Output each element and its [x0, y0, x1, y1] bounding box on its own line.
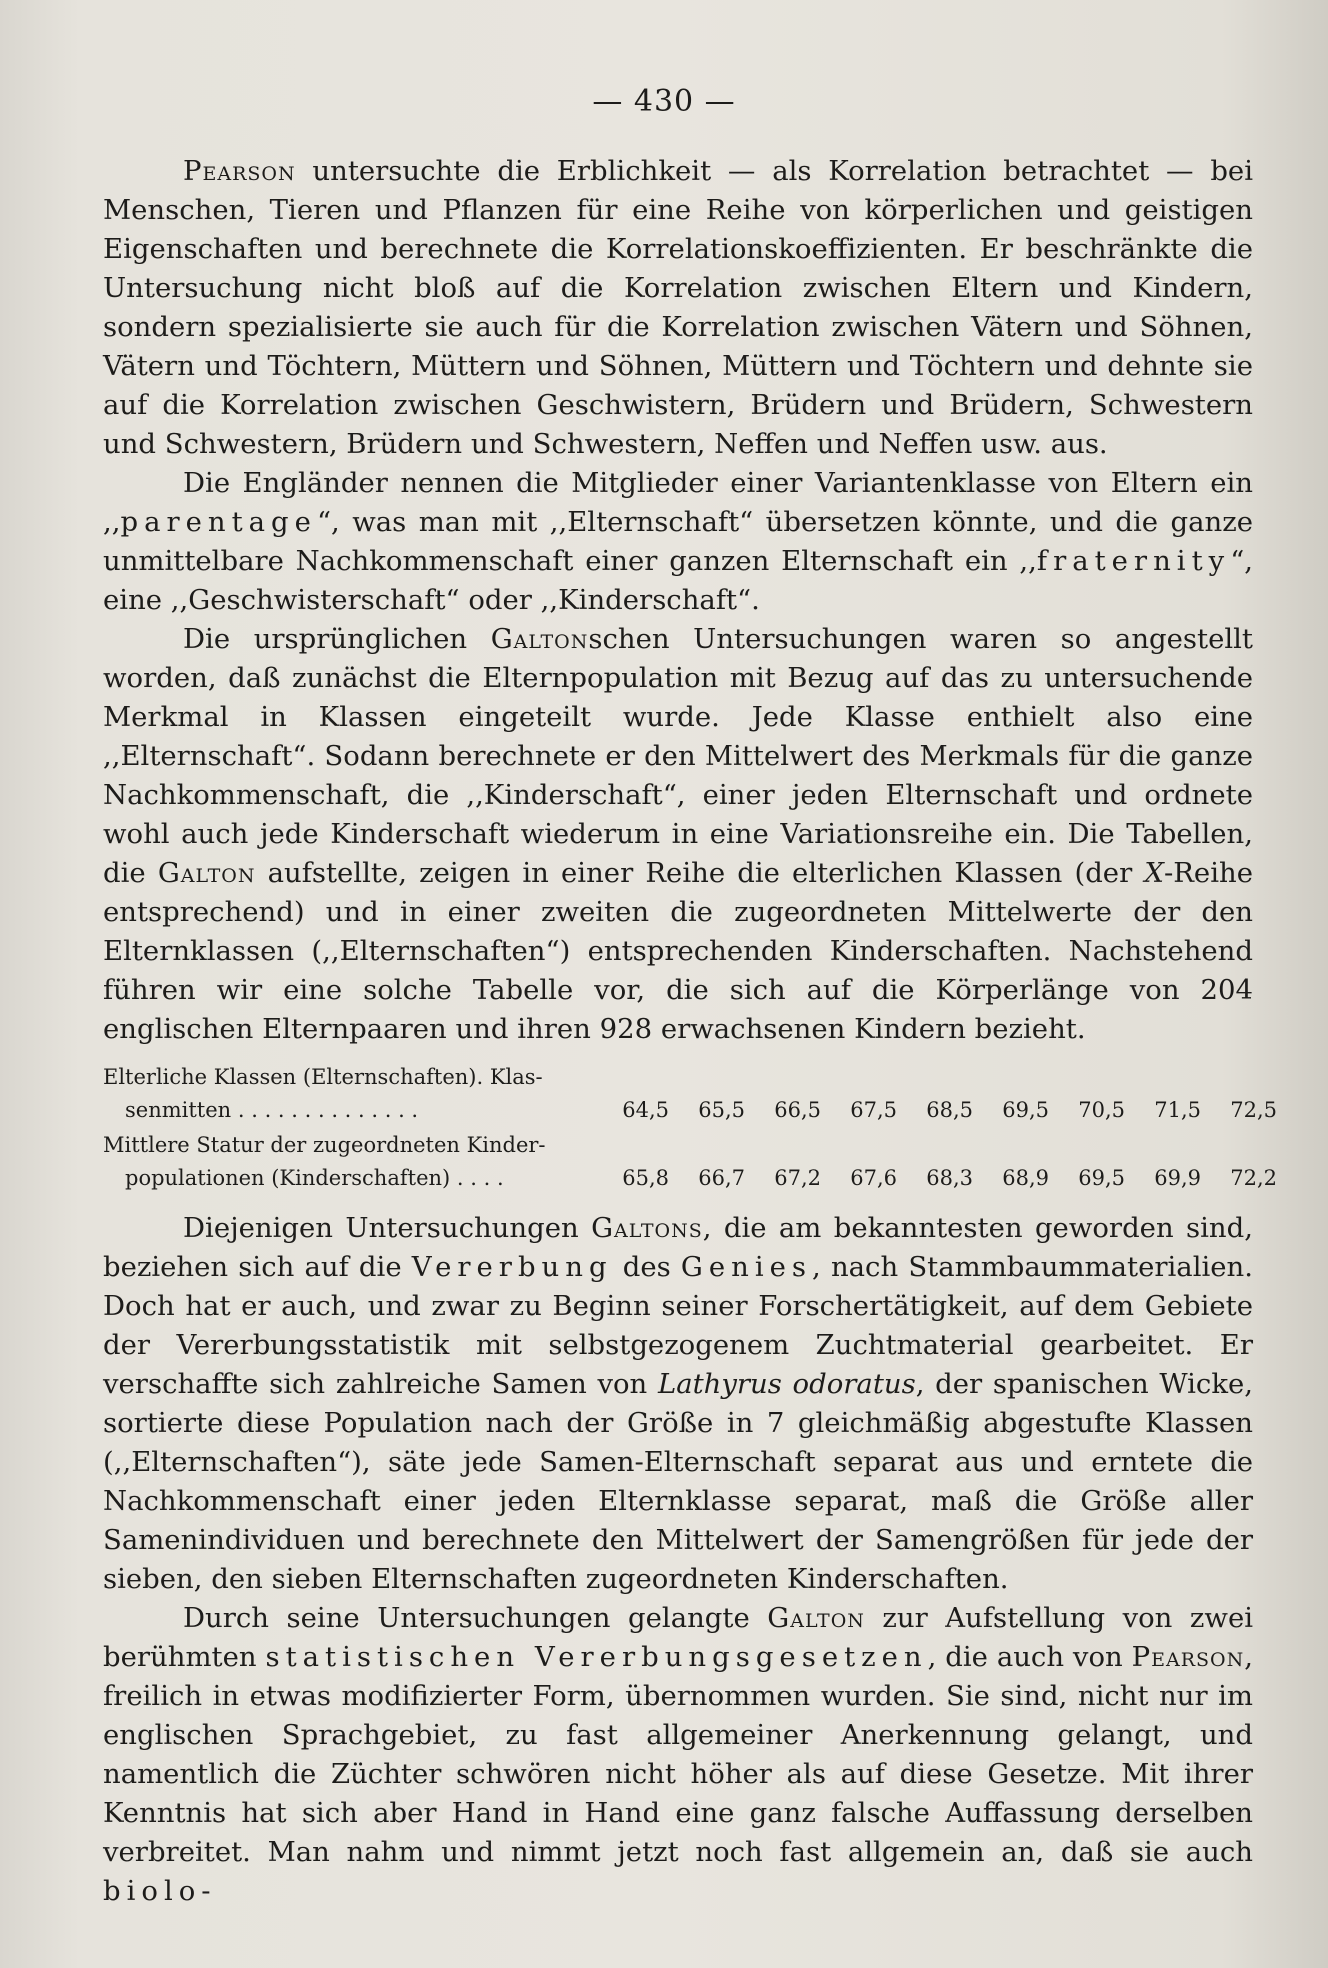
- row-label-line: senmitten . . . . . . . . . . . . . .: [125, 1098, 419, 1122]
- data-table: [103, 1061, 1277, 1195]
- table-cell: 67,6: [850, 1166, 897, 1190]
- text: , freilich in etwas modifizierter Form, übernommen wurden. Sie sind, nicht nur im englischen Sprachgebiet, zu fast allgemeiner Anerkennung gelangt, und namentlich die Züchter schwören nicht höher als auf diese Gesetze. Mit ihrer Kenntnis hat sich aber Hand in Hand eine ganz falsche Auffassung derselben verbreitet. Man nahm und nimmt jetzt noch fast allgemein an, daß sie auch: [103, 1641, 1253, 1868]
- table-cell: 66,5: [774, 1098, 821, 1122]
- table-cell: 69,5: [1078, 1166, 1125, 1190]
- row-label-line: Mittlere Statur der zugeordneten Kinder-: [103, 1133, 546, 1157]
- text: Diejenigen Untersuchungen: [183, 1212, 592, 1244]
- text: Die Engländer nennen die Mitglieder einer Variantenklasse von Eltern ein ,,: [103, 467, 1253, 538]
- spaced-term: Genies: [680, 1251, 813, 1283]
- table-cell: 72,2: [1230, 1166, 1277, 1190]
- table-cell: 71,5: [1154, 1098, 1201, 1122]
- text: , nach Stammbaummaterialien. Doch hat er auch, und zwar zu Beginn seiner Forschertätigkeit, auf dem Gebiete der Vererbungsstatistik mit selbstgezogenem Zuchtmaterial gearbeitet. Er verschaffte sich zahlreiche Samen von: [103, 1251, 1254, 1400]
- author-name: Pearson: [1131, 1641, 1245, 1673]
- paragraph-5: [103, 1599, 1253, 1911]
- table-cell: 66,7: [698, 1166, 745, 1190]
- text: des: [612, 1251, 681, 1283]
- text: untersuchte die Erblichkeit — als Korrelation betrachtet — bei Menschen, Tieren und Pflanzen für eine Reihe von körperlichen und geistigen Eigenschaften und berechnete die Korrelationskoeffizienten. Er beschränkte die Untersuchung nicht bloß auf die Korrelation zwischen Eltern und Kindern, sondern spezialisierte sie auch für die Korrelation zwischen Vätern und Söhnen, Vätern und Töchtern, Müttern und Söhnen, Müttern und Töchtern und dehnte sie auf die Korrelation zwischen Geschwistern, Brüdern und Brüdern, Schwestern und Schwestern, Brüdern und Schwestern, Neffen und Neffen usw. aus.: [103, 155, 1253, 460]
- variable: X: [1144, 857, 1164, 889]
- table-cell: 68,5: [926, 1098, 973, 1122]
- row-label: [103, 1061, 593, 1127]
- text: aufstellte, zeigen in einer Reihe die elterlichen Klassen (der: [255, 857, 1145, 889]
- table-cell: 69,9: [1154, 1166, 1201, 1190]
- text: , die auch von: [927, 1641, 1132, 1673]
- page-number: — 430 —: [592, 84, 736, 119]
- spaced-term: Vererbung: [411, 1251, 613, 1283]
- author-name: Pearson: [183, 155, 296, 187]
- spaced-term: statistischen Vererbungsgesetzen: [265, 1641, 928, 1673]
- table-cell: 64,5: [622, 1098, 669, 1122]
- author-name: Galton: [157, 857, 256, 889]
- table-cell: 68,3: [926, 1166, 973, 1190]
- table-cell: 67,2: [774, 1166, 821, 1190]
- body-text: [103, 152, 1277, 1911]
- table-row-child-means: [103, 1129, 1277, 1195]
- text: “, eine ,,Geschwisterschaft“ oder ,,Kinderschaft“.: [103, 545, 1253, 616]
- text: Durch seine Untersuchungen gelangte: [183, 1602, 768, 1634]
- text: Die ursprünglichen: [183, 623, 491, 655]
- species-name: Lathyrus odoratus: [657, 1368, 916, 1400]
- paragraph-3: [103, 620, 1253, 1049]
- author-name: Galtons: [591, 1212, 703, 1244]
- table-cell: 70,5: [1078, 1098, 1125, 1122]
- author-name: Galton: [490, 623, 589, 655]
- text: schen Untersuchungen waren so angestellt worden, daß zunächst die Elternpopulation mit Bezug auf das zu untersuchende Merkmal in Klassen eingeteilt wurde. Jede Klasse enthielt also eine ,,Elternschaft“. Sodann berechnete er den Mittelwert des Merkmals für die ganze Nachkommenschaft, die ,,Kinderschaft“, einer jeden Elternschaft und ordnete wohl auch jede Kinderschaft wiederum in eine Variationsreihe ein. Die Tabellen, die: [103, 623, 1253, 889]
- row-values: [593, 1061, 1277, 1127]
- text: -Reihe entsprechend) und in einer zweiten die zugeordneten Mittelwerte der den Elternklassen (,,Elternschaften“) entsprechenden Kinderschaften. Nachstehend führen wir eine solche Tabelle vor, die sich auf die Körperlänge von 204 englischen Elternpaaren und ihren 928 erwachsenen Kindern bezieht.: [103, 857, 1253, 1045]
- paragraph-2: [103, 464, 1253, 620]
- paragraph-4: [103, 1209, 1253, 1599]
- row-label: [103, 1129, 593, 1195]
- spaced-term: fraternity: [1036, 545, 1231, 577]
- text: , die am bekanntesten geworden sind, beziehen sich auf die: [103, 1212, 1253, 1283]
- table-cell: 68,9: [1002, 1166, 1049, 1190]
- author-name: Galton: [767, 1602, 865, 1634]
- spaced-term: biolo-: [103, 1875, 217, 1907]
- row-label-line: Elterliche Klassen (Elternschaften). Klas-: [103, 1065, 543, 1089]
- row-label-line: populationen (Kinderschaften) . . . .: [125, 1166, 504, 1190]
- table-cell: 72,5: [1230, 1098, 1277, 1122]
- table-cell: 67,5: [850, 1098, 897, 1122]
- row-values: [593, 1129, 1277, 1195]
- table-cell: 65,8: [622, 1166, 669, 1190]
- text: “, was man mit ,,Elternschaft“ übersetzen könnte, und die ganze unmittelbare Nachkommenschaft einer ganzen Elternschaft ein ,,: [103, 506, 1253, 577]
- table-cell: 69,5: [1002, 1098, 1049, 1122]
- table-row-parent-classes: [103, 1061, 1277, 1127]
- spaced-term: parentage: [120, 506, 317, 538]
- table-cell: 65,5: [698, 1098, 745, 1122]
- text: , der spanischen Wicke, sortierte diese Population nach der Größe in 7 gleichmäßig abgestufte Klassen (,,Elternschaften“), säte jede Samen-Elternschaft separat aus und erntete die Nachkommenschaft einer jeden Elternklasse separat, maß die Größe aller Samenindividuen und berechnete den Mittelwert der Samengrößen für jede der sieben, den sieben Elternschaften zugeordneten Kinderschaften.: [103, 1368, 1253, 1595]
- paragraph-1: [103, 152, 1253, 464]
- text: zur Aufstellung von zwei berühmten: [103, 1602, 1254, 1673]
